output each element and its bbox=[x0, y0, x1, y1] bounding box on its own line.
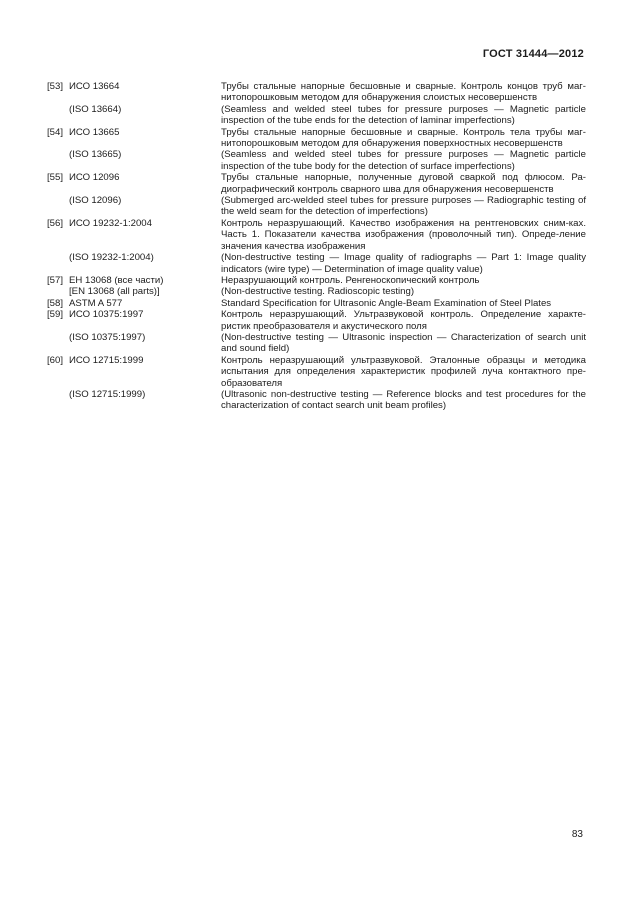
reference-entry bbox=[47, 149, 587, 172]
reference-number: [55] bbox=[47, 172, 64, 184]
standard-code: ИСО 13665 bbox=[69, 126, 120, 138]
standard-code: (ISO 12715:1999) bbox=[69, 388, 146, 400]
reference-description: (Seamless and welded steel tubes for pressure purposes — Magnetic particle inspection of the tube body for the detection of surface imperfections) bbox=[221, 149, 586, 172]
reference-entry bbox=[47, 389, 587, 412]
reference-number: [54] bbox=[47, 126, 64, 138]
reference-entry bbox=[47, 81, 587, 104]
document-header: ГОСТ 31444—2012 bbox=[482, 48, 584, 60]
reference-description: (Submerged arc-welded steel tubes for pressure purposes — Radiographic testing of the weld seam for the detection of imperfections) bbox=[221, 195, 586, 218]
reference-description: Контроль неразрушающий ультразвуковой. Эталонные образцы и методика испытания для определения характеристик профилей луча контактного пре-образователя bbox=[221, 354, 586, 389]
standard-code: (ISO 10375:1997) bbox=[69, 331, 146, 343]
reference-description: Standard Specification for Ultrasonic Angle-Beam Examination of Steel Plates bbox=[221, 297, 552, 309]
reference-description: (Seamless and welded steel tubes for pressure purposes — Magnetic particle inspection of the tube ends for the detection of laminar imperfections) bbox=[221, 103, 586, 127]
reference-description: Трубы стальные напорные бесшовные и сварные. Контроль концов труб маг-нитопорошковым методом для обнаружения слоистых несовершенств bbox=[221, 81, 586, 104]
standard-code: ИСО 13664 bbox=[69, 81, 120, 92]
reference-number: [60] bbox=[47, 354, 64, 366]
reference-description: (Non-destructive testing — Ultrasonic inspection — Characterization of search unit and sound field) bbox=[221, 331, 586, 355]
reference-entry bbox=[47, 298, 587, 309]
reference-entry bbox=[47, 127, 587, 150]
reference-list bbox=[47, 81, 587, 412]
standard-code: ЕН 13068 (все части) bbox=[69, 274, 164, 286]
standard-code: ИСО 12715:1999 bbox=[69, 354, 144, 366]
standard-code: (ISO 13665) bbox=[69, 149, 122, 161]
page-number: 83 bbox=[571, 829, 583, 840]
reference-entry bbox=[47, 275, 587, 286]
reference-description: Контроль неразрушающий. Ультразвуковой контроль. Определение характе-ристик преобразователя и акустического поля bbox=[221, 309, 586, 332]
reference-description: (Non-destructive testing — Image quality of radiographs — Part 1: Image quality indicators (wire type) — Determination of image quality value) bbox=[221, 252, 586, 275]
standard-code: ASTM A 577 bbox=[69, 297, 123, 309]
reference-description: (Ultrasonic non-destructive testing — Reference blocks and test procedures for the characterization of contact search unit beam profiles) bbox=[221, 388, 586, 412]
reference-entry bbox=[47, 332, 587, 355]
reference-entry bbox=[47, 218, 587, 252]
reference-number: [59] bbox=[47, 309, 64, 321]
reference-description: Контроль неразрушающий. Качество изображения на рентгеновских сним-ках. Часть 1. Показатели качества изображения (проволочный тип). Опреде-ление значения качества изображения bbox=[221, 217, 586, 252]
reference-number: [57] bbox=[47, 274, 64, 286]
reference-number: [53] bbox=[47, 81, 64, 92]
standard-code: (ISO 13664) bbox=[69, 103, 122, 115]
standard-code: [EN 13068 (all parts)] bbox=[69, 286, 160, 298]
standard-code: (ISO 12096) bbox=[69, 195, 122, 207]
standard-code: ИСО 12096 bbox=[69, 172, 120, 184]
reference-description: Трубы стальные напорные бесшовные и сварные. Контроль тела трубы маг-нитопорошковым методом для обнаружения поверхностных несовершенств bbox=[221, 126, 586, 150]
reference-entry bbox=[47, 104, 587, 127]
reference-entry bbox=[47, 172, 587, 195]
reference-number: [58] bbox=[47, 297, 64, 309]
reference-entry bbox=[47, 252, 587, 275]
reference-description: Неразрушающий контроль. Ренгеноскопический контроль bbox=[221, 274, 480, 286]
standard-code: (ISO 19232-1:2004) bbox=[69, 252, 154, 264]
reference-number: [56] bbox=[47, 217, 64, 229]
reference-entry bbox=[47, 309, 587, 332]
standard-code: ИСО 10375:1997 bbox=[69, 309, 144, 321]
reference-description: (Non-destructive testing. Radioscopic testing) bbox=[221, 286, 415, 298]
standard-code: ИСО 19232-1:2004 bbox=[69, 217, 152, 229]
reference-entry bbox=[47, 286, 587, 297]
reference-description: Трубы стальные напорные, полученные дуговой сваркой под флюсом. Ра-диографический контроль сварного шва для обнаружения несовершенств bbox=[221, 172, 586, 195]
reference-entry bbox=[47, 355, 587, 389]
reference-entry bbox=[47, 195, 587, 218]
